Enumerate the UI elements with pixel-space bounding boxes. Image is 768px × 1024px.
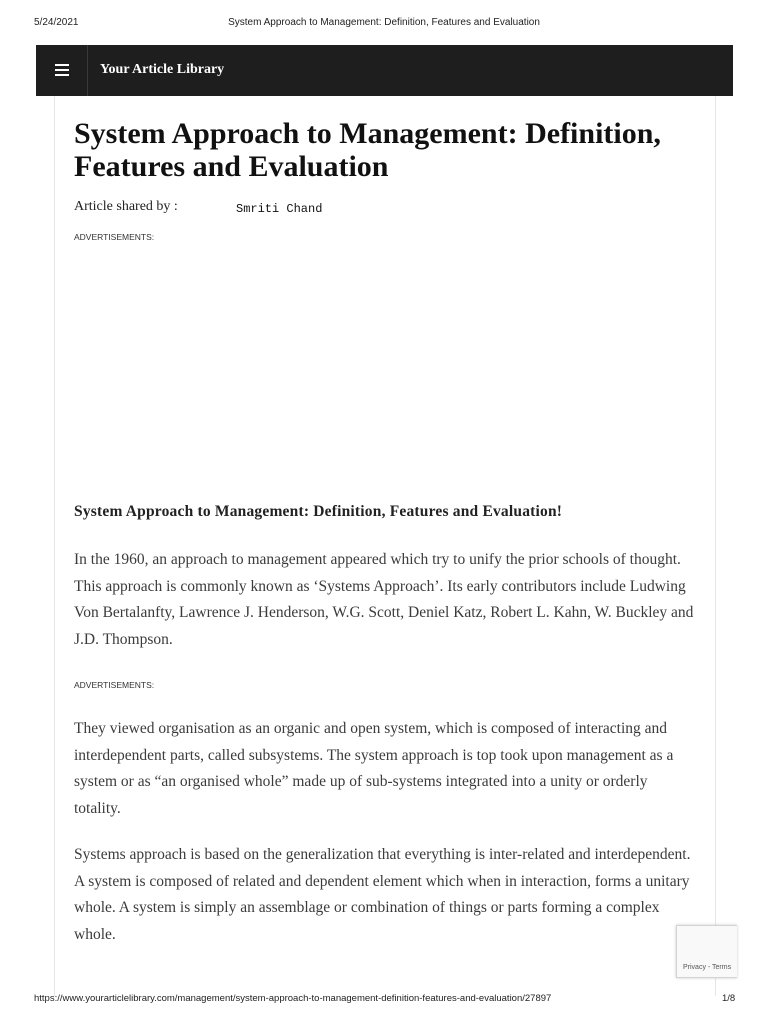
print-header xyxy=(0,17,768,31)
byline-label: Article shared by : xyxy=(74,199,178,214)
page-url: https://www.yourarticlelibrary.com/management/system-approach-to-management-definition-features-and-evaluation/27897 xyxy=(34,993,552,1004)
site-name-link[interactable]: Your Article Library xyxy=(100,62,225,77)
article-paragraph: Systems approach is based on the generalization that everything is inter-related and interdependent. A system is composed of related and dependent element which when in interaction, forms a unitary whole. A system is simply an assemblage or combination of things or parts forming a complex whole. xyxy=(74,846,691,943)
print-date: 5/24/2021 xyxy=(34,17,79,28)
page-number: 1/8 xyxy=(722,993,736,1004)
advertisement-slot xyxy=(74,248,694,483)
article-subtitle: System Approach to Management: Definition, Features and Evaluation! xyxy=(74,503,563,520)
recaptcha-badge[interactable] xyxy=(676,925,737,978)
author-name: Smriti Chand xyxy=(236,202,323,216)
advertisement-label: ADVERTISEMENTS: xyxy=(74,680,155,690)
advertisement-label: ADVERTISEMENTS: xyxy=(74,232,155,242)
article-title: System Approach to Management: Definition, Features and Evaluation xyxy=(74,117,661,183)
top-navbar xyxy=(36,45,733,96)
article-paragraph: They viewed organisation as an organic and open system, which is composed of interacting and interdependent parts, called subsystems. The system approach is top took upon management as a system or as “an organised whole” made up of sub-systems integrated into a unity or orderly totality. xyxy=(74,720,674,817)
recaptcha-privacy-terms[interactable]: Privacy - Terms xyxy=(683,964,732,971)
print-page-title: System Approach to Management: Definition, Features and Evaluation xyxy=(228,17,540,28)
article-paragraph: In the 1960, an approach to management appeared which try to unify the prior schools of thought. This approach is commonly known as ‘Systems Approach’. Its early contributors include Ludwing Von Bertalanfty, Lawrence J. Henderson, W.G. Scott, Deniel Katz, Robert L. Kahn, W. Buckley and J.D. Thompson. xyxy=(74,551,694,648)
hamburger-menu-icon[interactable] xyxy=(36,45,88,96)
